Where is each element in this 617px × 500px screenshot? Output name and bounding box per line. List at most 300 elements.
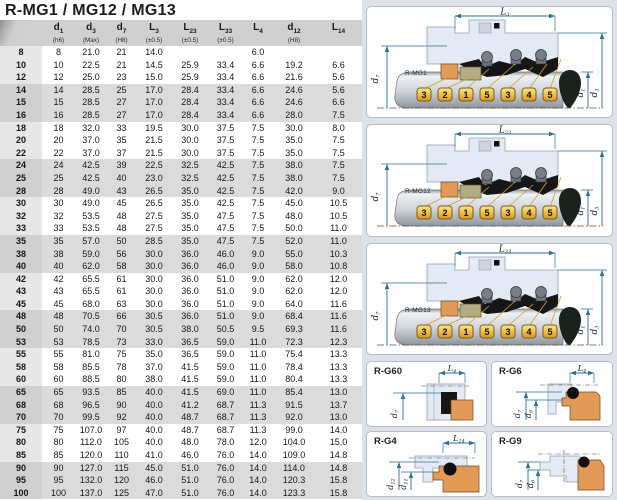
size-cell: 22: [0, 147, 42, 160]
dimension-table: [0, 20, 362, 499]
size-cell: 15: [0, 96, 42, 109]
value-cell: 35.0: [181, 223, 199, 234]
value-cell: 56: [107, 248, 136, 261]
value-cell: 25.9: [181, 72, 199, 83]
value-cell: 48: [116, 210, 127, 221]
value-cell: 11.0: [249, 374, 267, 385]
value-cell: 9.0: [251, 298, 265, 309]
value-cell: 6.6: [251, 72, 265, 83]
value-cell: 85: [107, 386, 136, 399]
value-cell: 65: [42, 386, 75, 399]
value-cell: 120.3: [273, 474, 315, 487]
value-cell: 41.2: [172, 399, 208, 412]
table-row: [0, 361, 362, 374]
value-cell: 15.0: [329, 437, 348, 448]
value-cell: 28.4: [172, 84, 208, 97]
svg-text:d7: d7: [371, 192, 382, 202]
value-cell: 14.0: [243, 462, 273, 475]
value-cell: 92: [107, 411, 136, 424]
value-cell: 90: [42, 462, 75, 475]
value-cell: 28.4: [172, 109, 208, 122]
value-cell: 40: [107, 172, 136, 185]
value-cell: 37.0: [145, 361, 163, 372]
value-cell: 28: [42, 185, 75, 198]
value-cell: 8.0: [332, 122, 345, 133]
value-cell: 13.3: [329, 361, 348, 372]
value-cell: 24.6: [273, 96, 315, 109]
size-cell: 38: [0, 248, 42, 261]
value-cell: 60: [53, 374, 64, 385]
value-cell: 109.0: [282, 450, 306, 460]
size-cell: 16: [0, 109, 42, 122]
value-cell: 13.3: [329, 349, 348, 360]
value-cell: 7.5: [315, 159, 362, 172]
value-cell: 45.0: [285, 198, 303, 209]
value-cell: 9.0: [251, 286, 265, 297]
value-cell: 13.7: [315, 399, 362, 412]
value-cell: 14.0: [243, 487, 273, 500]
svg-text:d7: d7: [390, 409, 401, 419]
value-cell: 6.6: [243, 96, 273, 109]
value-cell: 6.6: [332, 59, 345, 70]
value-cell: 36.0: [172, 310, 208, 323]
value-cell: 30.0: [181, 122, 199, 133]
value-cell: 10.8: [315, 260, 362, 273]
value-cell: 85.5: [82, 361, 100, 372]
value-cell: 5.6: [315, 84, 362, 97]
diagram-panel-r-g9: [491, 431, 613, 497]
value-cell: 78.5: [75, 336, 107, 349]
value-cell: 27: [107, 96, 136, 109]
svg-text:d1: d1: [576, 88, 587, 98]
value-cell: 15.0: [145, 72, 163, 83]
value-cell: 9.0: [243, 310, 273, 323]
value-cell: 39: [107, 159, 136, 172]
value-cell: 14: [42, 84, 75, 97]
value-cell: 55: [53, 349, 64, 360]
table-row: [0, 71, 362, 84]
value-cell: 23: [116, 72, 127, 83]
size-cell: 65: [0, 386, 42, 399]
value-cell: 68.7: [216, 424, 235, 435]
value-cell: 105: [113, 437, 130, 448]
value-cell: 7.5: [251, 135, 265, 146]
diagram-panel-r-mg1: [366, 6, 613, 118]
value-cell: 69.0: [208, 386, 243, 399]
value-cell: 74.0: [75, 323, 107, 336]
svg-text:d3: d3: [590, 88, 601, 98]
value-cell: 8: [55, 47, 61, 57]
value-cell: 38.0: [172, 323, 208, 336]
page-title: R-MG1 / MG12 / MG13: [5, 2, 177, 19]
size-cell: 53: [0, 336, 42, 349]
value-cell: 68.0: [82, 298, 100, 309]
value-cell: 120.0: [79, 450, 103, 460]
col-header-d3: $d_3$ (Max): [75, 20, 107, 46]
table-row: [0, 248, 362, 261]
svg-text:d1: d1: [576, 325, 587, 335]
value-cell: 35.0: [145, 349, 163, 360]
value-cell: 14.5: [145, 59, 163, 70]
model-label: R-MG1: [405, 70, 427, 77]
table-row: [0, 134, 362, 147]
value-cell: 36.0: [181, 298, 199, 309]
value-cell: 28.4: [172, 96, 208, 109]
value-cell: 32.0: [82, 122, 100, 133]
svg-text:d3: d3: [590, 325, 601, 335]
value-cell: 75.4: [285, 349, 303, 360]
size-cell: 25: [0, 172, 42, 185]
value-cell: 11.0: [315, 235, 362, 248]
table-row: [0, 474, 362, 487]
diagram-section: [362, 0, 617, 500]
value-cell: 115: [107, 462, 136, 475]
value-cell: 127.0: [75, 462, 107, 475]
value-cell: 52.0: [273, 235, 315, 248]
size-cell: 20: [0, 134, 42, 147]
size-cell: 14: [0, 84, 42, 97]
value-cell: 10.5: [329, 198, 348, 209]
table-row: [0, 96, 362, 109]
seal-drawing-r-mg1: [367, 7, 612, 117]
value-cell: 7.5: [251, 223, 265, 234]
value-cell: 51.0: [216, 286, 235, 297]
value-cell: 57.0: [75, 235, 107, 248]
svg-text:d11: d11: [399, 478, 410, 490]
value-cell: 78: [116, 361, 127, 372]
value-cell: 13.3: [329, 374, 348, 385]
value-cell: 61: [116, 273, 127, 284]
value-cell: 48: [42, 310, 75, 323]
value-cell: 76.0: [208, 487, 243, 500]
value-cell: 15: [42, 96, 75, 109]
value-cell: 107.0: [79, 424, 103, 435]
value-cell: 30.0: [285, 122, 303, 133]
value-cell: 37.5: [216, 135, 235, 146]
value-cell: 9.0: [251, 273, 265, 284]
value-cell: 40.0: [136, 386, 172, 399]
value-cell: 125: [107, 487, 136, 500]
value-cell: 37.0: [82, 135, 100, 146]
value-cell: 40.0: [136, 399, 172, 412]
value-cell: 22.5: [136, 159, 172, 172]
table-row: [0, 298, 362, 311]
value-cell: 24.6: [273, 84, 315, 97]
value-cell: 46.0: [181, 450, 199, 460]
value-cell: 10.3: [315, 248, 362, 261]
table-row: [0, 323, 362, 336]
value-cell: 114.0: [273, 462, 315, 475]
svg-text:L3: L3: [500, 7, 510, 18]
value-cell: 45: [116, 198, 127, 209]
value-cell: 35.0: [181, 198, 199, 209]
value-cell: 11.0: [243, 386, 273, 399]
table-row: [0, 336, 362, 349]
value-cell: 28.0: [273, 109, 315, 122]
value-cell: 41.0: [145, 450, 163, 460]
value-cell: 41.5: [172, 386, 208, 399]
value-cell: 80.4: [285, 374, 303, 385]
value-cell: 62.0: [75, 260, 107, 273]
value-cell: [273, 46, 315, 59]
svg-text:1: 1: [463, 327, 469, 337]
svg-text:3: 3: [421, 90, 427, 100]
value-cell: 35.0: [285, 147, 303, 158]
value-cell: 32.5: [172, 172, 208, 185]
value-cell: 6.6: [251, 59, 265, 70]
value-cell: 30.5: [136, 310, 172, 323]
size-cell: 28: [0, 185, 42, 198]
value-cell: 90: [107, 399, 136, 412]
value-cell: 38: [42, 248, 75, 261]
value-cell: 68: [42, 399, 75, 412]
value-cell: 26.5: [145, 198, 163, 209]
value-cell: 99.5: [75, 411, 107, 424]
value-cell: 11.0: [249, 361, 267, 372]
svg-text:d1: d1: [576, 206, 587, 216]
value-cell: 13.0: [315, 386, 362, 399]
svg-text:L14: L14: [453, 434, 465, 445]
value-cell: 62.0: [285, 286, 303, 297]
value-cell: 21: [116, 59, 127, 70]
svg-text:3: 3: [421, 327, 427, 337]
value-cell: 35.0: [181, 210, 199, 221]
value-cell: 36.0: [172, 260, 208, 273]
value-cell: 36.5: [172, 336, 208, 349]
svg-text:1: 1: [463, 208, 469, 218]
size-cell: 48: [0, 310, 42, 323]
value-cell: 78.0: [216, 437, 235, 448]
value-cell: 88.5: [82, 374, 100, 385]
value-cell: 30.0: [145, 273, 163, 284]
value-cell: 30: [53, 198, 64, 209]
value-cell: 11.6: [315, 323, 362, 336]
svg-text:d7: d7: [513, 409, 524, 419]
value-cell: 48.7: [172, 411, 208, 424]
value-cell: 51.0: [216, 298, 235, 309]
svg-text:d7: d7: [515, 479, 526, 489]
value-cell: 37.0: [82, 147, 100, 158]
value-cell: 18: [53, 122, 64, 133]
value-cell: 100: [42, 487, 75, 500]
value-cell: 41.5: [181, 374, 199, 385]
size-cell: 85: [0, 449, 42, 462]
value-cell: 120: [107, 474, 136, 487]
svg-text:3: 3: [421, 208, 427, 218]
value-cell: 19.5: [145, 122, 163, 133]
svg-text:3: 3: [505, 90, 511, 100]
value-cell: 53.5: [82, 223, 100, 234]
svg-text:5: 5: [547, 90, 553, 100]
value-cell: 16: [42, 109, 75, 122]
value-cell: 48: [116, 223, 127, 234]
col-header-d12: $d_{12}$ (H8): [273, 20, 315, 46]
size-cell: 10: [0, 59, 42, 72]
value-cell: 33: [53, 223, 64, 234]
value-cell: 12.0: [329, 273, 348, 284]
value-cell: 69.3: [273, 323, 315, 336]
value-cell: [315, 46, 362, 59]
table-row: [0, 84, 362, 97]
value-cell: 55.0: [273, 248, 315, 261]
col-header-L4: $L_4$: [243, 20, 273, 46]
model-label: R-G60: [374, 366, 402, 377]
value-cell: 17.0: [136, 84, 172, 97]
value-cell: 40: [42, 260, 75, 273]
value-cell: 36.0: [181, 273, 199, 284]
value-cell: 76.0: [208, 474, 243, 487]
col-header-L14: $L_{14}$: [315, 20, 362, 46]
value-cell: 25.0: [82, 72, 100, 83]
size-cell: 45: [0, 298, 42, 311]
value-cell: 38.0: [145, 374, 163, 385]
table-row: [0, 159, 362, 172]
value-cell: 123.3: [273, 487, 315, 500]
value-cell: 72.3: [273, 336, 315, 349]
value-cell: 48.0: [285, 210, 303, 221]
value-cell: 7.5: [332, 135, 345, 146]
svg-text:d6: d6: [526, 479, 537, 489]
value-cell: 25: [42, 172, 75, 185]
table-row: [0, 399, 362, 412]
value-cell: 137.0: [75, 487, 107, 500]
value-cell: 58: [107, 260, 136, 273]
svg-text:5: 5: [547, 327, 553, 337]
value-cell: 24: [42, 159, 75, 172]
value-cell: 53: [42, 336, 75, 349]
value-cell: 9.0: [243, 260, 273, 273]
value-cell: 25.9: [181, 59, 199, 70]
value-cell: 47.5: [216, 223, 235, 234]
model-label: R-MG12: [405, 188, 431, 195]
value-cell: 7.5: [251, 122, 265, 133]
size-cell: 95: [0, 474, 42, 487]
table-row: [0, 260, 362, 273]
value-cell: 28.5: [75, 96, 107, 109]
svg-text:d6: d6: [524, 409, 535, 419]
value-cell: 42.5: [75, 159, 107, 172]
table-header: [0, 20, 362, 46]
value-cell: 50.0: [285, 223, 303, 234]
size-cell: 42: [0, 273, 42, 286]
value-cell: 65.5: [82, 273, 100, 284]
diagram-panel-r-mg13: [366, 243, 613, 355]
table-row: [0, 222, 362, 235]
value-cell: 65.5: [82, 286, 100, 297]
value-cell: 78.4: [285, 361, 303, 372]
value-cell: 33: [116, 122, 127, 133]
value-cell: 64.0: [285, 298, 303, 309]
diagram-panel-r-mg12: [366, 124, 613, 237]
table-row: [0, 147, 362, 160]
value-cell: 6.0: [251, 47, 265, 57]
table-row: [0, 373, 362, 386]
value-cell: 53.5: [82, 210, 100, 221]
value-cell: 68.7: [208, 399, 243, 412]
value-cell: 59.0: [208, 336, 243, 349]
value-cell: 27.5: [145, 223, 163, 234]
table-row: [0, 273, 362, 286]
value-cell: 75: [53, 424, 64, 435]
value-cell: 42.5: [75, 172, 107, 185]
size-cell: 33: [0, 222, 42, 235]
value-cell: 21.5: [145, 147, 163, 158]
value-cell: 14.0: [249, 450, 267, 460]
value-cell: 30.0: [145, 298, 163, 309]
value-cell: 14.0: [243, 474, 273, 487]
value-cell: [172, 46, 208, 59]
model-label: R-G9: [499, 436, 522, 447]
value-cell: 70.5: [75, 310, 107, 323]
value-cell: 30.0: [181, 147, 199, 158]
value-cell: 14.0: [329, 424, 348, 435]
table-row: [0, 109, 362, 122]
value-cell: 51.0: [208, 310, 243, 323]
value-cell: 58: [53, 361, 64, 372]
svg-text:3: 3: [505, 327, 511, 337]
value-cell: 7.5: [332, 147, 345, 158]
value-cell: 22.5: [82, 59, 100, 70]
value-cell: 30.0: [136, 248, 172, 261]
value-cell: 37: [116, 147, 127, 158]
header-row: [0, 20, 362, 46]
value-cell: 26.5: [136, 185, 172, 198]
diagram-panel-r-g4: [366, 431, 487, 497]
value-cell: 25: [107, 84, 136, 97]
table-row: [0, 411, 362, 424]
value-cell: 27.5: [145, 210, 163, 221]
value-cell: 49.0: [75, 185, 107, 198]
value-cell: 14.0: [145, 47, 163, 57]
table-row: [0, 235, 362, 248]
svg-text:L4: L4: [447, 364, 457, 375]
value-cell: 85.4: [273, 386, 315, 399]
value-cell: 35.0: [172, 185, 208, 198]
value-cell: 17.0: [136, 96, 172, 109]
svg-text:1: 1: [463, 90, 469, 100]
value-cell: 68.4: [273, 310, 315, 323]
col-header-d7: $d_7$ (H8): [107, 20, 136, 46]
value-cell: 47.5: [216, 210, 235, 221]
value-cell: 40.0: [145, 437, 163, 448]
value-cell: 73: [107, 336, 136, 349]
value-cell: 42.5: [216, 198, 235, 209]
value-cell: 80: [116, 374, 127, 385]
value-cell: 42.0: [273, 185, 315, 198]
table-row: [0, 424, 362, 437]
value-cell: 43: [107, 185, 136, 198]
value-cell: 9.0: [243, 248, 273, 261]
value-cell: 19.2: [285, 59, 303, 70]
value-cell: 33.4: [208, 109, 243, 122]
svg-text:L23: L23: [498, 125, 512, 136]
value-cell: 46.0: [208, 260, 243, 273]
value-cell: 11.3: [243, 399, 273, 412]
value-cell: 61: [116, 286, 127, 297]
value-cell: 17.0: [136, 109, 172, 122]
value-cell: 85: [53, 450, 64, 460]
table-row: [0, 449, 362, 462]
size-cell: 90: [0, 462, 42, 475]
value-cell: 112.0: [80, 437, 102, 448]
seal-drawing-r-mg13: [367, 244, 612, 354]
value-cell: 38.0: [273, 159, 315, 172]
model-label: R-G4: [374, 436, 397, 447]
seal-drawing-r-mg12: [367, 125, 612, 235]
value-cell: 92.0: [273, 411, 315, 424]
value-cell: 59.0: [216, 361, 235, 372]
size-cell: 58: [0, 361, 42, 374]
